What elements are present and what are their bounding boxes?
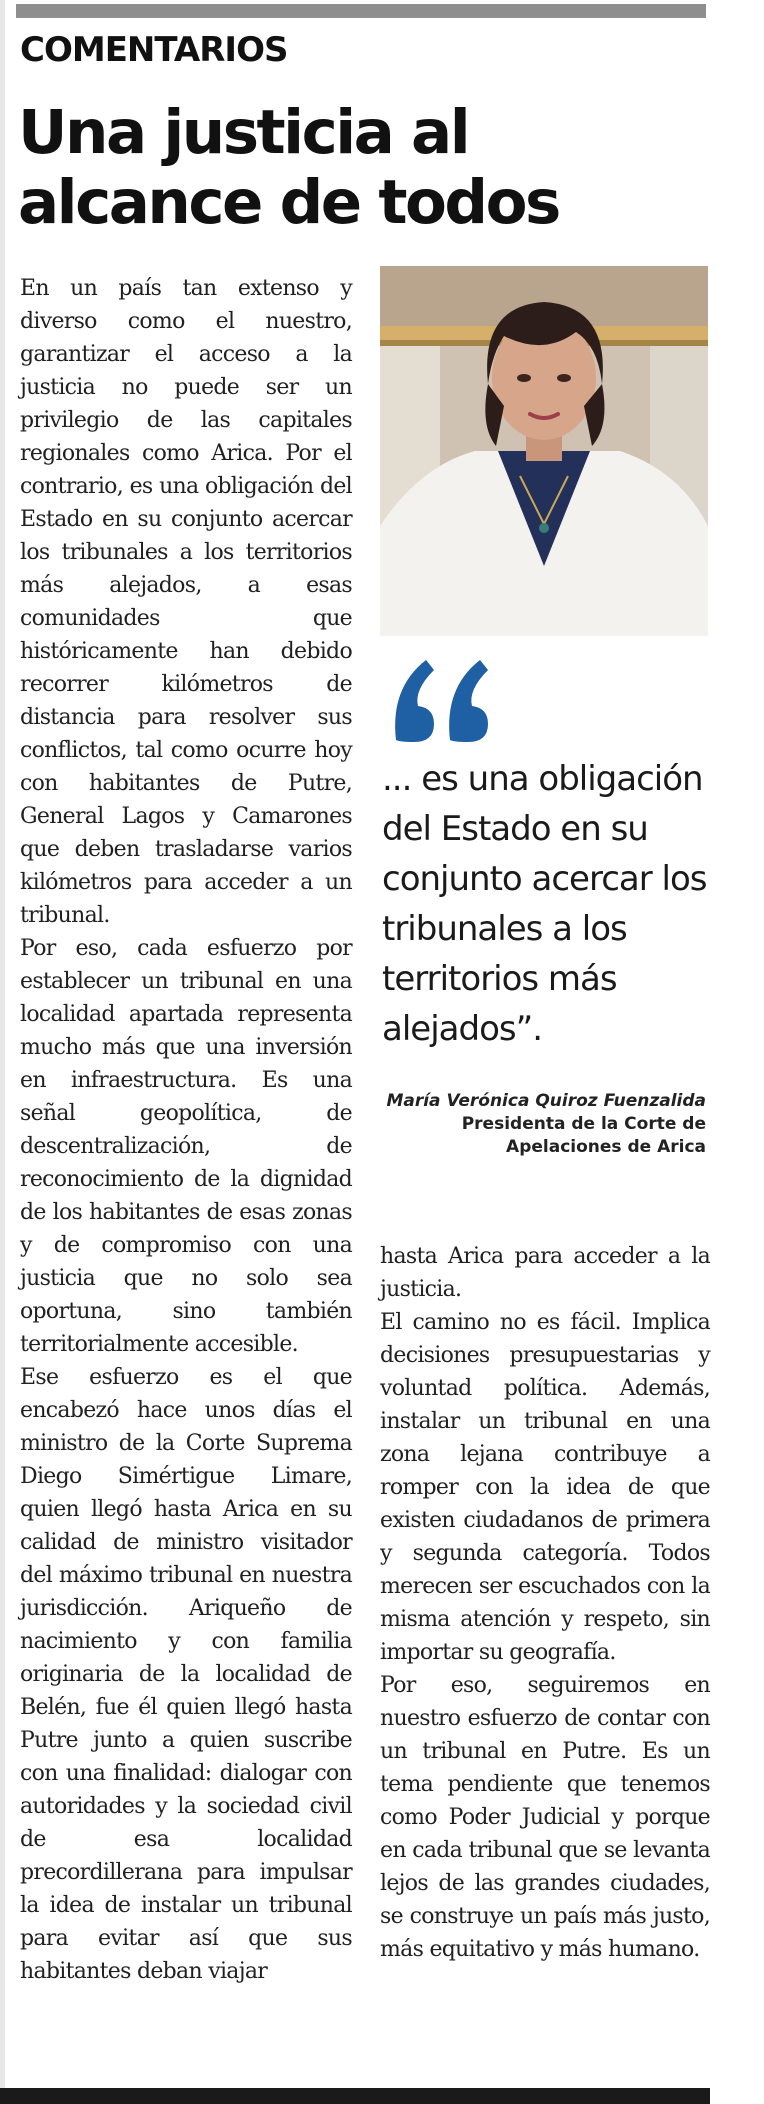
body-column-right — [380, 1240, 710, 1966]
paragraph: hasta Arica para acceder a la justicia. — [380, 1244, 710, 1302]
author-photo — [380, 266, 708, 636]
author-name: María Verónica Quiroz Fuenzalida — [386, 1091, 706, 1111]
pull-quote: ... es una obligación del Estado en su conjunto acercar los tribunales a los territorios más alejados”. — [382, 759, 707, 1049]
top-rule — [16, 4, 706, 18]
headline: Una justicia al alcance de todos — [18, 97, 559, 238]
page-edge-rule — [0, 0, 5, 2104]
paragraph: En un país tan extenso y diverso como el nuestro, garantizar el acceso a la justicia no puede ser un privilegio de las capitales regionales como Arica. Por el contrario, es una obligación del Estado en su conjunto acercar los tribunales a los territorios más alejados, a esas comunidades que históricamente han debido recorrer kilómetros de distancia para resolver sus conflictos, tal como ocurre hoy con habitantes de Putre, General Lagos y Camarones que deben trasladarse varios kilómetros para acceder a un tribunal. — [20, 276, 352, 928]
paragraph: El camino no es fácil. Implica decisiones presupuestarias y voluntad política. Además, instalar un tribunal en una zona lejana contribuye a romper con la idea de que existen ciudadanos de primera y segunda categoría. Todos merecen ser escuchados con la misma atención y respeto, sin importar su geografía. — [380, 1310, 710, 1665]
quote-mark-icon — [388, 648, 498, 748]
body-column-left — [20, 272, 352, 1988]
author-portrait-illustration — [380, 266, 708, 636]
paragraph: Ese esfuerzo es el que encabezó hace unos días el ministro de la Corte Suprema Diego Simértigue Limare, quien llegó hasta Arica en su calidad de ministro visitador del máximo tribunal en nuestra jurisdicción. Ariqueño de nacimiento y con familia originaria de la localidad de Belén, fue él quien llegó hasta Putre junto a quien suscribe con una finalidad: dialogar con autoridades y la sociedad civil de esa localidad precordillerana para impulsar la idea de instalar un tribunal para evitar así que sus habitantes deban viajar — [20, 1365, 352, 1984]
paragraph: Por eso, seguiremos en nuestro esfuerzo de contar con un tribunal en Putre. Es un tema pendiente que tenemos como Poder Judicial y porque en cada tribunal que se levanta lejos de las grandes ciudades, se construye un país más justo, más equitativo y más humano. — [380, 1673, 710, 1962]
attribution — [376, 1090, 706, 1159]
author-role: Presidenta de la Corte de Apelaciones de Arica — [461, 1114, 706, 1157]
paragraph: Por eso, cada esfuerzo por establecer un tribunal en una localidad apartada representa mucho más que una inversión en infraestructura. Es una señal geopolítica, de descentralización, de reconocimiento de la dignidad de los habitantes de esas zonas y de compromiso con una justicia que no solo sea oportuna, sino también territorialmente accesible. — [20, 936, 352, 1357]
section-label: COMENTARIOS — [20, 30, 288, 70]
bottom-rule — [0, 2088, 710, 2104]
